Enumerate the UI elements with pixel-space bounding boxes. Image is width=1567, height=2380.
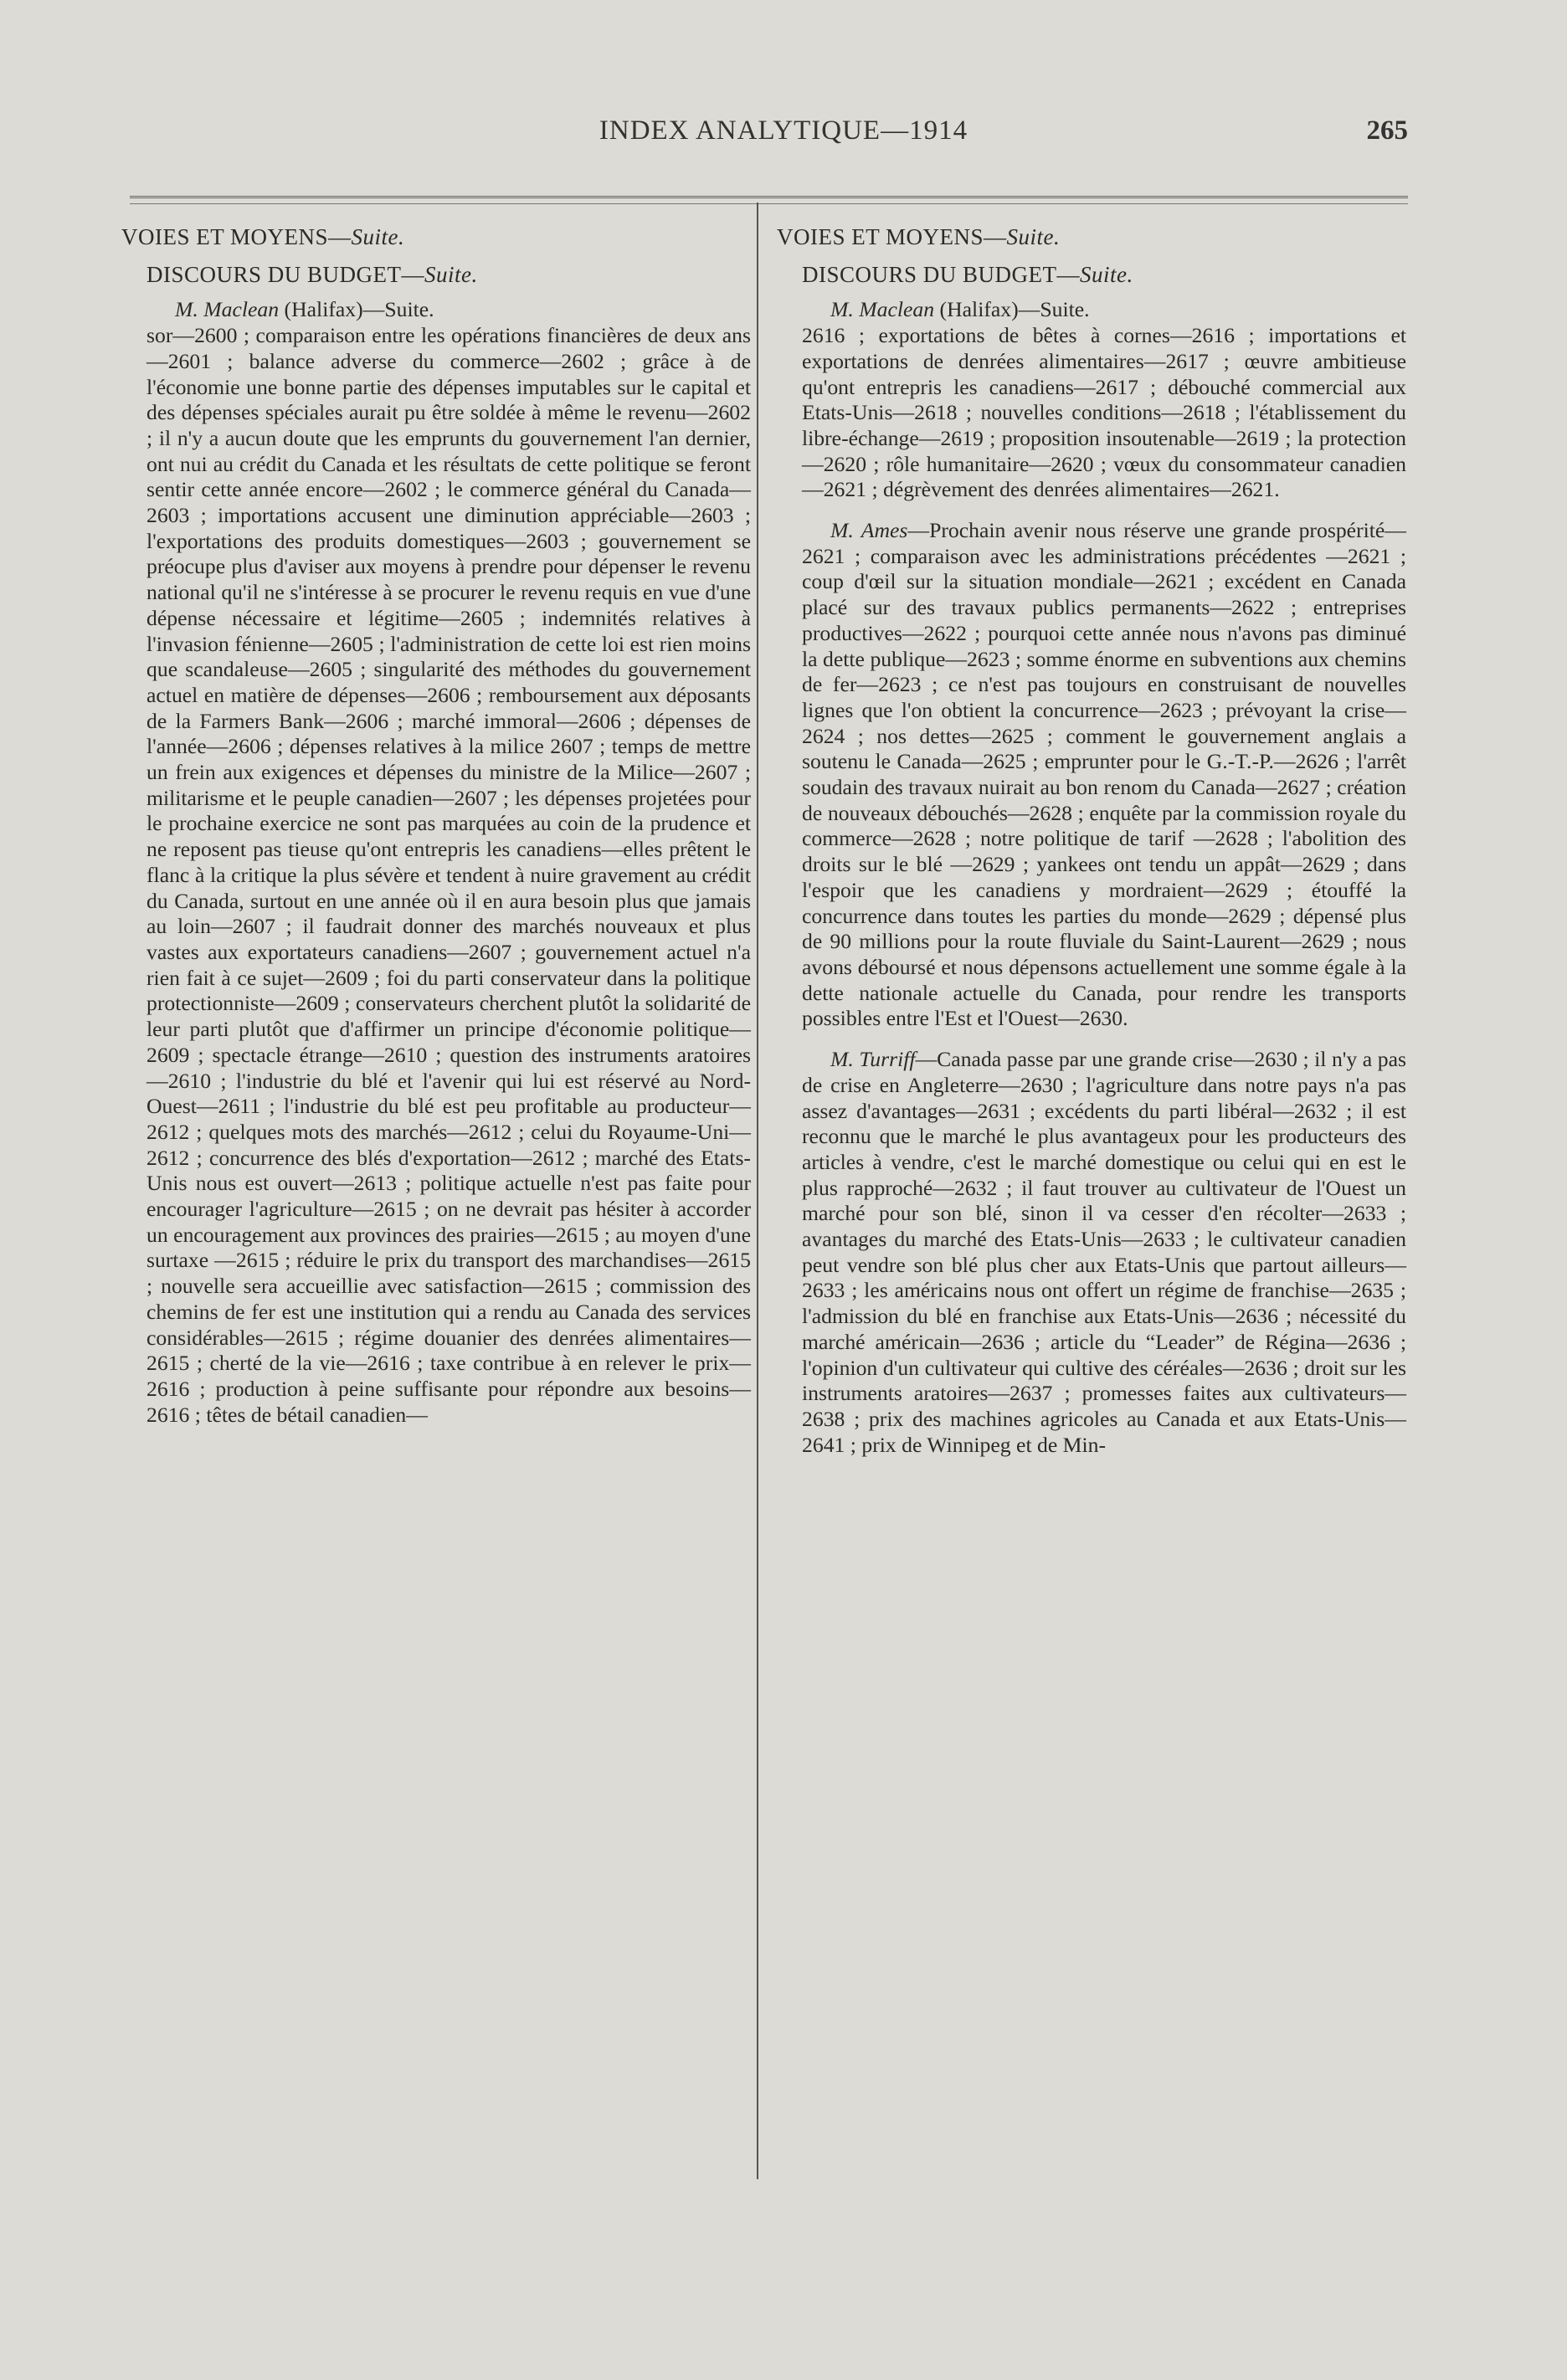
running-title: INDEX ANALYTIQUE—1914 — [599, 115, 968, 146]
section-heading — [121, 224, 751, 250]
speaker-name: M. Maclean — [830, 297, 935, 322]
header-rule — [130, 196, 1408, 204]
subsection-suite: Suite. — [424, 261, 478, 287]
subsection-heading — [146, 262, 751, 288]
speaker-name: M. Maclean — [175, 297, 280, 322]
speaker-name: M. Turriff — [830, 1047, 916, 1072]
right-column — [777, 224, 1406, 1464]
section-suite: Suite. — [1006, 224, 1061, 249]
subsection-title: DISCOURS DU BUDGET— — [146, 261, 425, 287]
index-entry — [802, 1047, 1406, 1458]
page-header — [0, 115, 1567, 157]
section-title: VOIES ET MOYENS— — [121, 224, 352, 249]
index-entry — [802, 518, 1406, 1032]
section-heading — [777, 224, 1406, 250]
speaker-suffix: (Halifax)—Suite. — [279, 297, 434, 322]
column-divider — [757, 203, 758, 2179]
page-number: 265 — [1366, 115, 1408, 146]
section-suite: Suite. — [351, 224, 405, 249]
speaker-suffix: (Halifax)—Suite. — [934, 297, 1090, 322]
entry-text: 2616 ; exportations de bêtes à cornes—2616 ; importations et exportations de denrées alimentaires—2617 ; œuvre ambitieuse qu'ont entrepris les canadiens—2617 ; débouché commercial aux Etats-Unis—2618 ; nouvelles conditions—2618 ; l'établissement du libre-échange—2619 ; proposition insoutenable—2619 ; la protection—2620 ; rôle humanitaire—2620 ; vœux du consommateur canadien—2621 ; dégrèvement des denrées alimentaires—2621. — [802, 323, 1406, 502]
index-entry — [146, 297, 751, 323]
left-column — [121, 224, 751, 1434]
speaker-name: M. Ames — [830, 518, 908, 543]
entry-text: sor—2600 ; comparaison entre les opérations financières de deux ans—2601 ; balance adverse du commerce—2602 ; grâce à de l'économie une bonne partie des dépenses imputables sur le capital et des dépenses spéciales aurait pu être soldée à même le revenu—2602 ; il n'y a aucun doute que les emprunts du gouvernement l'an dernier, ont nui au crédit du Canada et les résultats de cette politique se feront sentir cette année encore—2602 ; le commerce général du Canada—2603 ; importations accusent une diminution appréciable—2603 ; l'exportations des produits domestiques—2603 ; gouvernement se préocupe plus d'aviser aux moyens à prendre pour dépenser le revenu national qu'il ne s'intéresse à se procurer le revenu requis en vue d'une dépense nécessaire et légitime—2605 ; indemnités relatives à l'invasion fénienne—2605 ; l'administration de cette loi est rien moins que scandaleuse—2605 ; singularité des méthodes du gouvernement actuel en matière de dépenses—2606 ; remboursement aux déposants de la Farmers Bank—2606 ; marché immoral—2606 ; dépenses de l'année—2606 ; dépenses relatives à la milice 2607 ; temps de mettre un frein aux exigences et dépenses du ministre de la Milice—2607 ; militarisme et le peuple canadien—2607 ; les dépenses projetées pour le prochaine exercice ne sont pas marquées au coin de la prudence et ne reposent pas tieuse qu'ont entrepris les canadiens—elles prêtent le flanc à la critique la plus sévère et tendent à nuire gravement au crédit du Canada, surtout en une année où il en aura besoin plus que jamais au loin—2607 ; il faudrait donner des marchés nouveaux et plus vastes aux exportateurs canadiens—2607 ; gouvernement actuel n'a rien fait à ce sujet—2609 ; foi du parti conservateur dans la politique protectionniste—2609 ; conservateurs cherchent plutôt la solidarité de leur parti plutôt que d'affirmer un principe d'économie politique—2609 ; spectacle étrange—2610 ; question des instruments aratoires —2610 ; l'industrie du blé et l'avenir qui lui est réservé au Nord-Ouest—2611 ; l'industrie du blé est peu profitable au producteur—2612 ; quelques mots des marchés—2612 ; celui du Royaume-Uni—2612 ; concurrence des blés d'exportation—2612 ; marché des Etats-Unis nous est ouvert—2613 ; politique actuelle n'est pas faite pour encourager l'agriculture—2615 ; on ne devrait pas hésiter à accorder un encouragement aux provinces des prairies—2615 ; au moyen d'une surtaxe —2615 ; réduire le prix du transport des marchandises—2615 ; nouvelle sera accueillie avec satisfaction—2615 ; commission des chemins de fer est une institution qui a rendu au Canada des services considérables—2615 ; régime douanier des denrées alimentaires—2615 ; cherté de la vie—2616 ; taxe contribue à en relever le prix—2616 ; production à peine suffisante pour répondre aux besoins—2616 ; têtes de bétail canadien— — [146, 323, 751, 1427]
section-title: VOIES ET MOYENS— — [777, 224, 1007, 249]
index-entry — [802, 297, 1406, 323]
entry-text: —Canada passe par une grande crise—2630 ; il n'y a pas de crise en Angleterre—2630 ; l'agriculture dans notre pays n'a pas assez d'avantages—2631 ; excédents du parti libéral—2632 ; il est reconnu que le marché le plus avantageux pour les producteurs des articles à vendre, c'est le marché domestique ou celui qui en est le plus rapproché—2632 ; il faut trouver au cultivateur de l'Ouest un marché pour son blé, sinon il va cesser d'en récolter—2633 ; avantages du marché des Etats-Unis—2633 ; le cultivateur canadien peut vendre son blé plus cher aux Etats-Unis que partout ailleurs—2633 ; les américains nous ont offert un régime de franchise—2635 ; l'admission du blé en franchise aux Etats-Unis—2636 ; nécessité du marché américain—2636 ; article du “Leader” de Régina—2636 ; l'opinion d'un cultivateur qui cultive des céréales—2636 ; droit sur les instruments aratoires—2637 ; promesses faites aux cultivateurs—2638 ; prix des machines agricoles au Canada et aux Etats-Unis—2641 ; prix de Winnipeg et de Min- — [802, 1047, 1406, 1457]
subsection-heading — [802, 262, 1406, 288]
entry-text: —Prochain avenir nous réserve une grande prospérité—2621 ; comparaison avec les administrations précédentes —2621 ; coup d'œil sur la situation mondiale—2621 ; excédent en Canada placé sur des travaux publics permanents—2622 ; entreprises productives—2622 ; pourquoi cette année nous n'avons pas diminué la dette publique—2623 ; somme énorme en subventions aux chemins de fer—2623 ; ce n'est pas toujours en construisant de nouvelles lignes que l'on obtient la concurrence—2623 ; prévoyant la crise—2624 ; nos dettes—2625 ; comment le gouvernement anglais a soutenu le Canada—2625 ; emprunter pour le G.-T.-P.—2626 ; l'arrêt soudain des travaux nuirait au bon renom du Canada—2627 ; création de nouveaux débouchés—2628 ; enquête par la commission royale du commerce—2628 ; notre politique de tarif —2628 ; l'abolition des droits sur le blé —2629 ; yankees ont tendu un appât—2629 ; dans l'espoir que les canadiens y mordraient—2629 ; étouffé la concurrence dans toutes les parties du monde—2629 ; dépensé plus de 90 millions pour la route fluviale du Saint-Laurent—2629 ; nous avons déboursé et nous dépensons actuellement une somme égale à la dette nationale actuelle du Canada, pour rendre les transports possibles entre l'Est et l'Ouest—2630. — [802, 518, 1406, 1031]
subsection-suite: Suite. — [1080, 261, 1133, 287]
subsection-title: DISCOURS DU BUDGET— — [802, 261, 1081, 287]
